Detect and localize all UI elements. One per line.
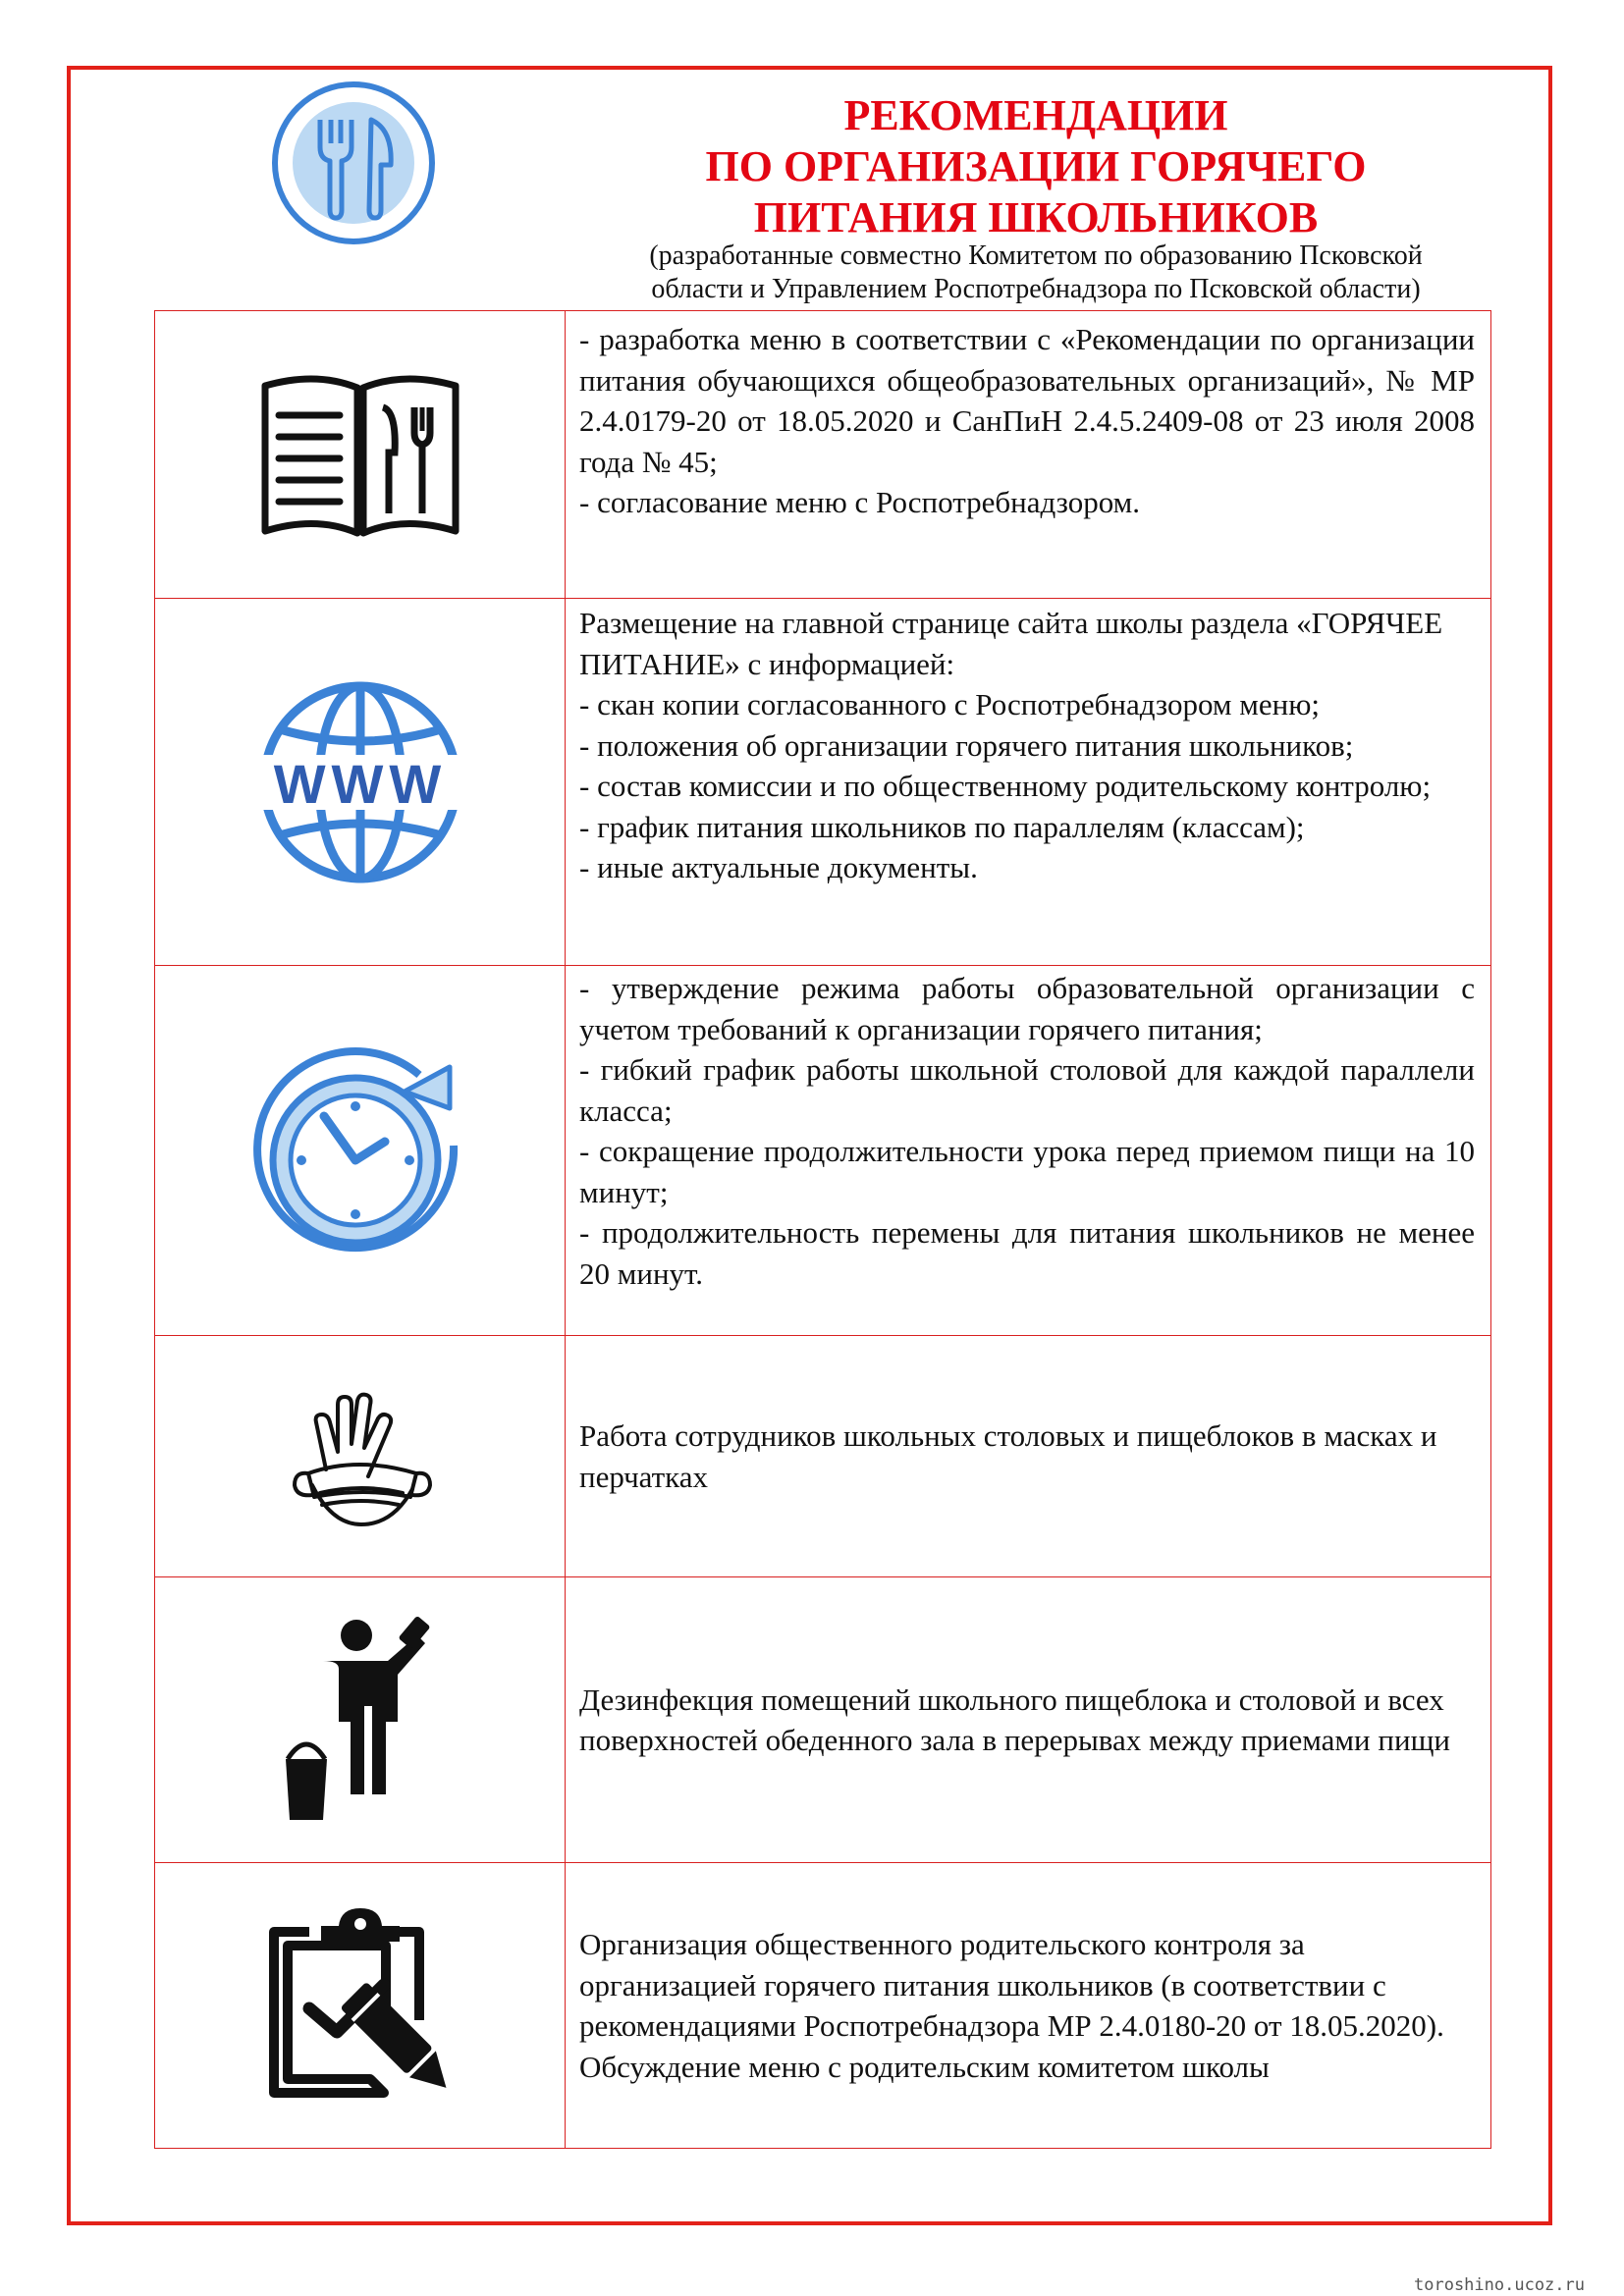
recommendation-line: - положения об организации горячего питания школьников; <box>579 727 1354 763</box>
svg-text:WWW: WWW <box>273 752 447 815</box>
recommendation-row-menu <box>154 310 1491 598</box>
subtitle-line: (разработанные совместно Комитетом по образованию Псковской <box>649 240 1423 271</box>
page-title <box>550 90 1522 243</box>
recommendation-line: - скан копии согласованного с Роспотребнадзором меню; <box>579 687 1321 721</box>
recommendation-line: - график питания школьников по параллелям (классам); <box>579 809 1305 844</box>
recommendation-line: - гибкий график работы школьной столовой для каждой параллели класса; <box>579 1052 1475 1128</box>
recommendation-text <box>566 311 1490 598</box>
recommendation-row-schedule <box>154 965 1491 1335</box>
footer-url: toroshino.ucoz.ru <box>1414 2275 1585 2295</box>
page-subtitle <box>550 240 1522 306</box>
recommendation-line: - согласование меню с Роспотребнадзором. <box>579 485 1141 519</box>
clock-refresh-icon <box>155 966 566 1335</box>
cleaner-bucket-icon <box>155 1577 566 1862</box>
recommendation-text <box>566 966 1490 1335</box>
recommendation-row-parent-control <box>154 1862 1491 2149</box>
recommendation-line: - сокращение продолжительности урока перед приемом пищи на 10 минут; <box>579 1134 1475 1209</box>
recommendation-line: Обсуждение меню с родительским комитетом школы <box>579 2049 1270 2084</box>
recommendation-line: Работа сотрудников школьных столовых и пищеблоков в масках и перчатках <box>579 1418 1437 1494</box>
mask-gloves-icon <box>155 1336 566 1576</box>
recommendation-text <box>566 1336 1490 1576</box>
recommendation-text <box>566 1863 1490 2148</box>
fork-knife-logo-icon <box>269 79 438 247</box>
recommendation-row-disinfection <box>154 1576 1491 1862</box>
recommendation-text <box>566 599 1490 965</box>
recommendation-line: Размещение на главной странице сайта школы раздела «ГОРЯЧЕЕ ПИТАНИЕ» с информацией: <box>579 606 1443 681</box>
clipboard-check-icon <box>155 1863 566 2148</box>
recommendation-line: - иные актуальные документы. <box>579 850 978 884</box>
title-line: РЕКОМЕНДАЦИИ <box>843 91 1228 139</box>
recommendation-line: - продолжительность перемены для питания школьников не менее 20 минут. <box>579 1215 1475 1291</box>
title-line: ПО ОРГАНИЗАЦИИ ГОРЯЧЕГО <box>705 142 1367 190</box>
menu-book-icon <box>155 311 566 598</box>
recommendation-text <box>566 1577 1490 1862</box>
recommendation-line: Дезинфекция помещений школьного пищеблока и столовой и всех поверхностей обеденного зала в перерывах между приемами пищи <box>579 1682 1451 1757</box>
subtitle-line: области и Управлением Роспотребнадзора по Псковской области) <box>651 274 1421 304</box>
title-line: ПИТАНИЯ ШКОЛЬНИКОВ <box>753 193 1319 241</box>
recommendation-line: - утверждение режима работы образовательной организации с учетом требований к организации горячего питания; <box>579 971 1475 1046</box>
www-globe-icon <box>155 599 566 965</box>
recommendation-line: Организация общественного родительского контроля за организацией горячего питания школьников (в соответствии с рекомендациями Роспотребнадзора МР 2.4.0180-20 от 18.05.2020). <box>579 1927 1444 2043</box>
recommendation-row-website <box>154 598 1491 965</box>
recommendation-line: - состав комиссии и по общественному родительскому контролю; <box>579 769 1432 803</box>
recommendation-row-masks <box>154 1335 1491 1576</box>
recommendation-line: - разработка меню в соответствии с «Рекомендации по организации питания обучающихся общеобразовательных организаций», № МР 2.4.0179-20 от 18.05.2020 и СанПиН 2.4.5.2409-08 от 23 июля 2008 года № 45; <box>579 322 1475 479</box>
